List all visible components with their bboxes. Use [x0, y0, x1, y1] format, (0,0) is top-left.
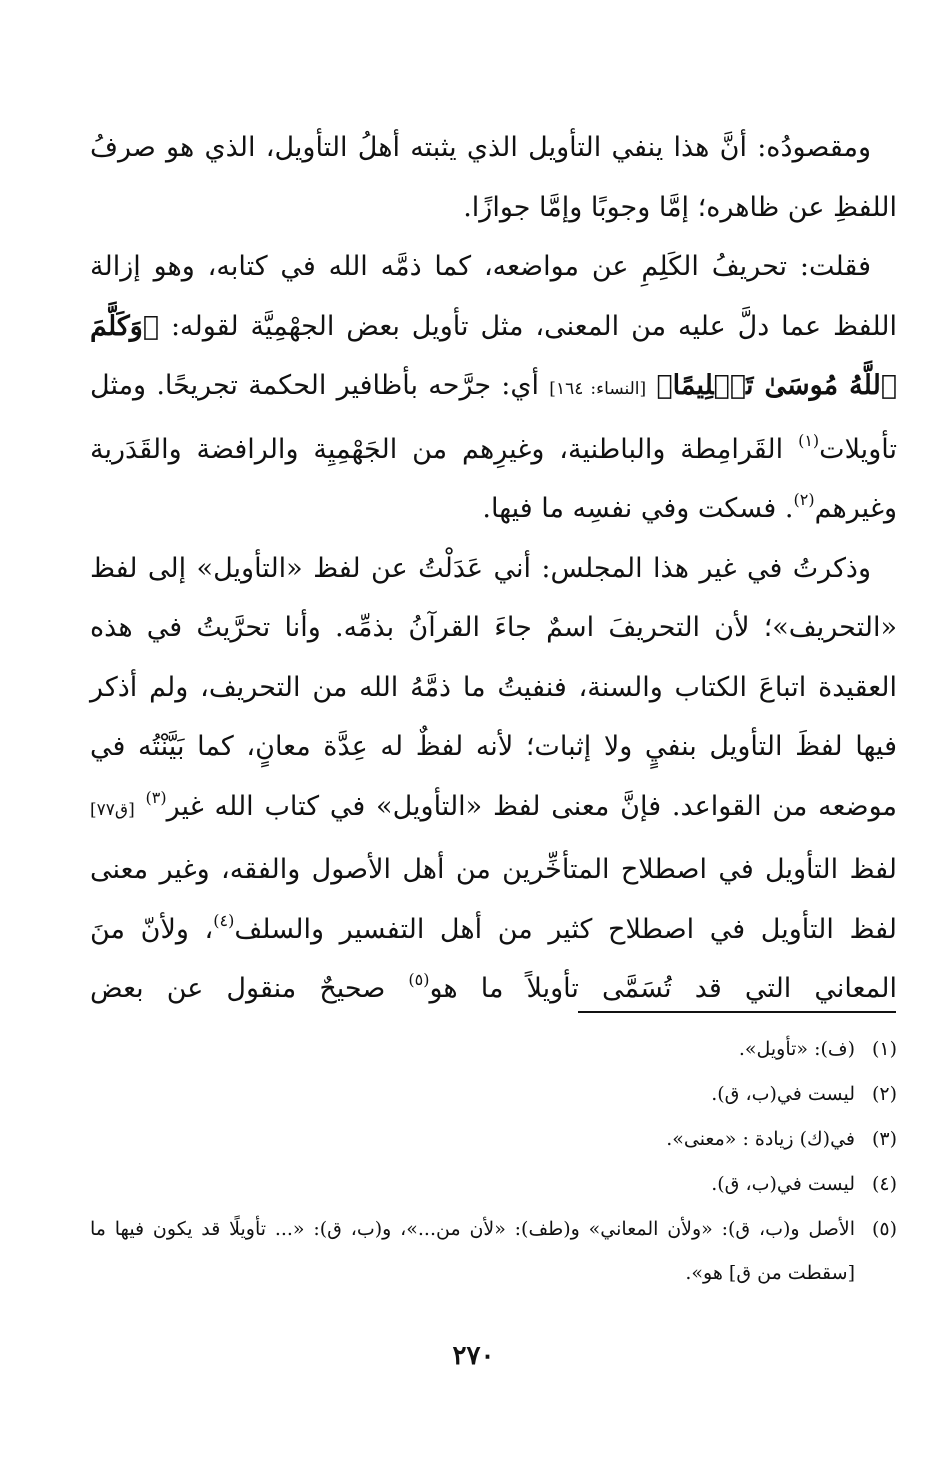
paragraph-3 — [90, 539, 897, 1019]
footnote-text: في(ك) زيادة : «معنى». — [666, 1128, 855, 1150]
quran-verse: ﴿وَكَلَّمَ ٱللَّهُ مُوسَىٰ تَكۡلِيمًا﴾ — [90, 310, 897, 401]
footnote-separator — [578, 1011, 896, 1013]
footnote-3 — [90, 1117, 897, 1162]
footnote-number: (١) — [871, 1038, 897, 1060]
footnote-4 — [90, 1162, 897, 1207]
footnote-ref-5[interactable]: (٥) — [408, 970, 430, 989]
paragraph-2 — [90, 237, 897, 539]
paragraph-3-text-b: لفظ التأويل في اصطلاح المتأخِّرين من أهل الأصول والفقه، وغير معنى لفظ التأويل في اصطلاح كثير من أهل التفسير والسلف — [90, 854, 897, 945]
manuscript-marker: [ق٧٧] — [90, 799, 135, 820]
paragraph-2-text-b: أي: جرَّحه بأظافير الحكمة تجريحًا. ومثل تأويلات — [90, 370, 897, 465]
footnote-ref-1[interactable]: (١) — [798, 430, 820, 450]
main-text — [90, 118, 897, 1019]
page-number: ٢٧٠ — [452, 1341, 495, 1371]
footnote-ref-2[interactable]: (٢) — [793, 490, 815, 509]
footnote-ref-4[interactable]: (٤) — [213, 910, 235, 930]
footnote-text: (ف): «تأويل». — [738, 1038, 855, 1060]
footnote-number: (٣) — [871, 1128, 897, 1150]
paragraph-1-text: ومقصودُه: أنَّ هذا ينفي التأويل الذي يثبته أهلُ التأويل، الذي هو صرفُ اللفظِ عن ظاهره؛ إمَّا وجوبًا وإمَّا جوازًا. — [90, 132, 897, 223]
footnote-text: الأصل و(ب، ق): «ولأن المعاني» و(طف): «لأن من...»، و(ب، ق): «... تأويلًا قد يكون فيها ما [سقطت من ق] هو». — [90, 1218, 855, 1284]
footnote-5 — [90, 1207, 897, 1295]
paragraph-2-text-a: فقلت: تحريفُ الكَلِمِ عن مواضعه، كما ذمَّه الله في كتابه، وهو إزالة اللفظ عما دلَّ عليه من المعنى، مثل تأويل بعض الجهْمِيَّة لقوله: — [90, 251, 897, 342]
footnote-text: ليست في(ب، ق). — [711, 1173, 855, 1195]
paragraph-3-text-c: ، ولأنّ منَ المعاني التي قد تُسَمَّى تأويلاً ما هو — [90, 913, 897, 1004]
footnote-ref-3[interactable]: (٣) — [145, 787, 167, 807]
verse-reference: [النساء: ١٦٤] — [549, 379, 647, 399]
paragraph-3-text-a: وذكرتُ في غير هذا المجلس: أني عَدَلْتُ عن لفظ «التأويل» إلى لفظ «التحريف»؛ لأن التحريفَ اسمٌ جاءَ القرآنُ بذمِّه. وأنا تحرَّيتُ في هذه العقيدة اتباعَ الكتاب والسنة، فنفيتُ ما ذمَّهُ الله من التحريف، ولم أذكر فيها لفظَ التأويل بنفيٍ ولا إثبات؛ لأنه لفظٌ له عِدَّة معانٍ، كما بَيَّنْتُه في موضعه من القواعد. فإنَّ معنى لفظ «التأويل» في كتاب الله غير — [90, 552, 897, 822]
paragraph-3-text-d: صحيحٌ منقول عن بعض — [90, 973, 386, 1004]
paragraph-2-text-d: . فسكت وفي نفسِه ما فيها. — [482, 493, 794, 524]
paragraph-1 — [90, 118, 897, 237]
footnote-2 — [90, 1072, 897, 1117]
footnotes — [90, 1027, 897, 1295]
footnote-number: (٥) — [871, 1218, 897, 1240]
footnote-number: (٤) — [871, 1173, 897, 1195]
paragraph-2-text-c: القَرامِطة والباطنية، وغيرِهم من الجَهْمِيِة والرافضة والقَدَرية وغيرهم — [90, 433, 897, 524]
footnote-text: ليست في(ب، ق). — [711, 1083, 855, 1105]
footnote-number: (٢) — [871, 1083, 897, 1105]
footnote-1 — [90, 1027, 897, 1072]
